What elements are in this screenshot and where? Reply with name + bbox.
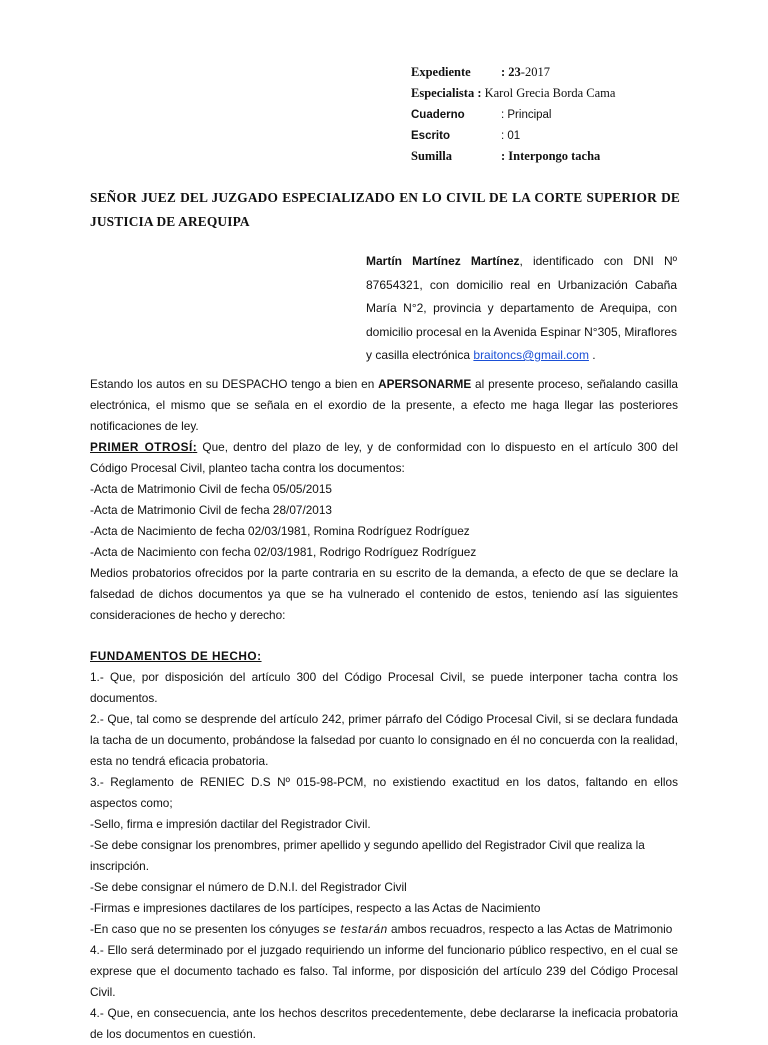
escrito-value: : 01 bbox=[501, 129, 521, 142]
sub5-italic: se testarán bbox=[322, 922, 388, 936]
otrosi-section bbox=[90, 437, 678, 626]
sumilla-label: Sumilla bbox=[411, 149, 452, 163]
requirement-item: -Se debe consignar el número de D.N.I. del Registrador Civil bbox=[90, 880, 407, 894]
intro-text bbox=[90, 374, 678, 437]
expediente-number: 23 bbox=[508, 65, 521, 79]
intro-strong: APERSONARME bbox=[378, 377, 472, 391]
expediente-row bbox=[411, 62, 711, 83]
expediente-sep: : bbox=[501, 65, 506, 79]
fundamento-5: 4.- Que, en consecuencia, ante los hechos descritos precedentemente, debe declararse la ineficacia probatoria de los documentos en cuestión. bbox=[90, 1006, 678, 1041]
requirement-item: -Se debe consignar los prenombres, primer apellido y segundo apellido del Registrador Civil que realiza la inscripción. bbox=[90, 838, 645, 873]
especialista-label: Especialista : bbox=[411, 86, 482, 100]
party-name: Martín Martínez Martínez bbox=[366, 254, 520, 268]
document-list-item: -Acta de Nacimiento de fecha 02/03/1981, Romina Rodríguez Rodríguez bbox=[90, 524, 470, 538]
expediente-year: -2017 bbox=[520, 65, 550, 79]
intro-paragraph bbox=[90, 374, 678, 437]
intro-before: Estando los autos en su DESPACHO tengo a bien en bbox=[90, 377, 379, 391]
escrito-label: Escrito bbox=[411, 129, 450, 142]
sub5-before: -En caso que no se presenten los cónyuges bbox=[90, 922, 323, 936]
intro-after: al presente proceso, señalando casilla electrónica, el mismo que se señala en el exordio de la presente, a efecto me haga llegar las posteriores notificaciones de ley. bbox=[90, 377, 678, 433]
requirement-item: -Firmas e impresiones dactilares de los partícipes, respecto a las Actas de Nacimiento bbox=[90, 901, 541, 915]
cuaderno-row bbox=[411, 104, 711, 125]
expediente-value bbox=[501, 65, 550, 80]
document-list-item: -Acta de Matrimonio Civil de fecha 05/05/2015 bbox=[90, 482, 332, 496]
sumilla-row bbox=[411, 146, 711, 167]
expediente-label: Expediente bbox=[411, 65, 471, 79]
document-list-item: -Acta de Nacimiento con fecha 02/03/1981, Rodrigo Rodríguez Rodríguez bbox=[90, 545, 477, 559]
sub5-after: ambos recuadros, respecto a las Actas de Matrimonio bbox=[387, 922, 673, 936]
otrosi-closing: Medios probatorios ofrecidos por la parte contraria en su escrito de la demanda, a efecto de que se declare la falsedad de dichos documentos ya que se ha vulnerado el contenido de estos, teniendo así las siguientes consideraciones de hecho y derecho: bbox=[90, 566, 678, 622]
document-list-item: -Acta de Matrimonio Civil de fecha 28/07/2013 bbox=[90, 503, 332, 517]
fundamentos-section bbox=[90, 646, 678, 1045]
cuaderno-label: Cuaderno bbox=[411, 108, 465, 121]
escrito-row bbox=[411, 125, 711, 146]
identification-text: , identificado con DNI Nº 87654321, con domicilio real en Urbanización Cabaña María N°2, provincia y departamento de Arequipa, con domicilio procesal en la Avenida Espinar N°305, Miraflores y casilla electrónica bbox=[366, 254, 677, 362]
case-header bbox=[411, 62, 711, 167]
cuaderno-value: : Principal bbox=[501, 108, 552, 121]
fundamento-3: 3.- Reglamento de RENIEC D.S Nº 015-98-PCM, no existiendo exactitud en los datos, faltando en ellos aspectos como; bbox=[90, 775, 678, 810]
otrosi-heading: PRIMER OTROSÍ bbox=[90, 440, 193, 454]
document-title: SEÑOR JUEZ DEL JUZGADO ESPECIALIZADO EN LO CIVIL DE LA CORTE SUPERIOR DE JUSTICIA DE AREQUIPA bbox=[90, 190, 680, 229]
fundamentos-heading: FUNDAMENTOS DE HECHO: bbox=[90, 649, 262, 663]
otrosi-paragraph bbox=[90, 437, 678, 479]
sumilla-value: : Interpongo tacha bbox=[501, 149, 601, 163]
fundamento-1: 1.- Que, por disposición del artículo 300 del Código Procesal Civil, se puede interponer tacha contra los documentos. bbox=[90, 670, 678, 705]
fundamento-2: 2.- Que, tal como se desprende del artículo 242, primer párrafo del Código Procesal Civil, si se declara fundada la tacha de un documento, probándose la falsedad por cuanto lo consignado en él no concuerda con la realidad, esta no tendrá eficacia probatoria. bbox=[90, 712, 678, 768]
requirement-item: -Sello, firma e impresión dactilar del Registrador Civil. bbox=[90, 817, 371, 831]
identification-end: . bbox=[588, 348, 596, 362]
email-link[interactable]: braitoncs@gmail.com bbox=[473, 348, 589, 362]
otrosi-colon: : bbox=[192, 440, 198, 454]
especialista-value: Karol Grecia Borda Cama bbox=[484, 86, 616, 100]
especialista-row bbox=[411, 83, 711, 104]
identification-paragraph bbox=[366, 250, 677, 368]
fundamento-4: 4.- Ello será determinado por el juzgado requiriendo un informe del funcionario público respectivo, en el cual se exprese que el documento tachado es falso. Tal informe, por disposición del artículo 239 del Código Procesal Civil. bbox=[90, 943, 678, 999]
requirement-item bbox=[90, 919, 678, 940]
otrosi-text: Que, dentro del plazo de ley, y de conformidad con lo dispuesto en el artículo 300 del Código Procesal Civil, planteo tacha contra los documentos: bbox=[90, 440, 678, 475]
